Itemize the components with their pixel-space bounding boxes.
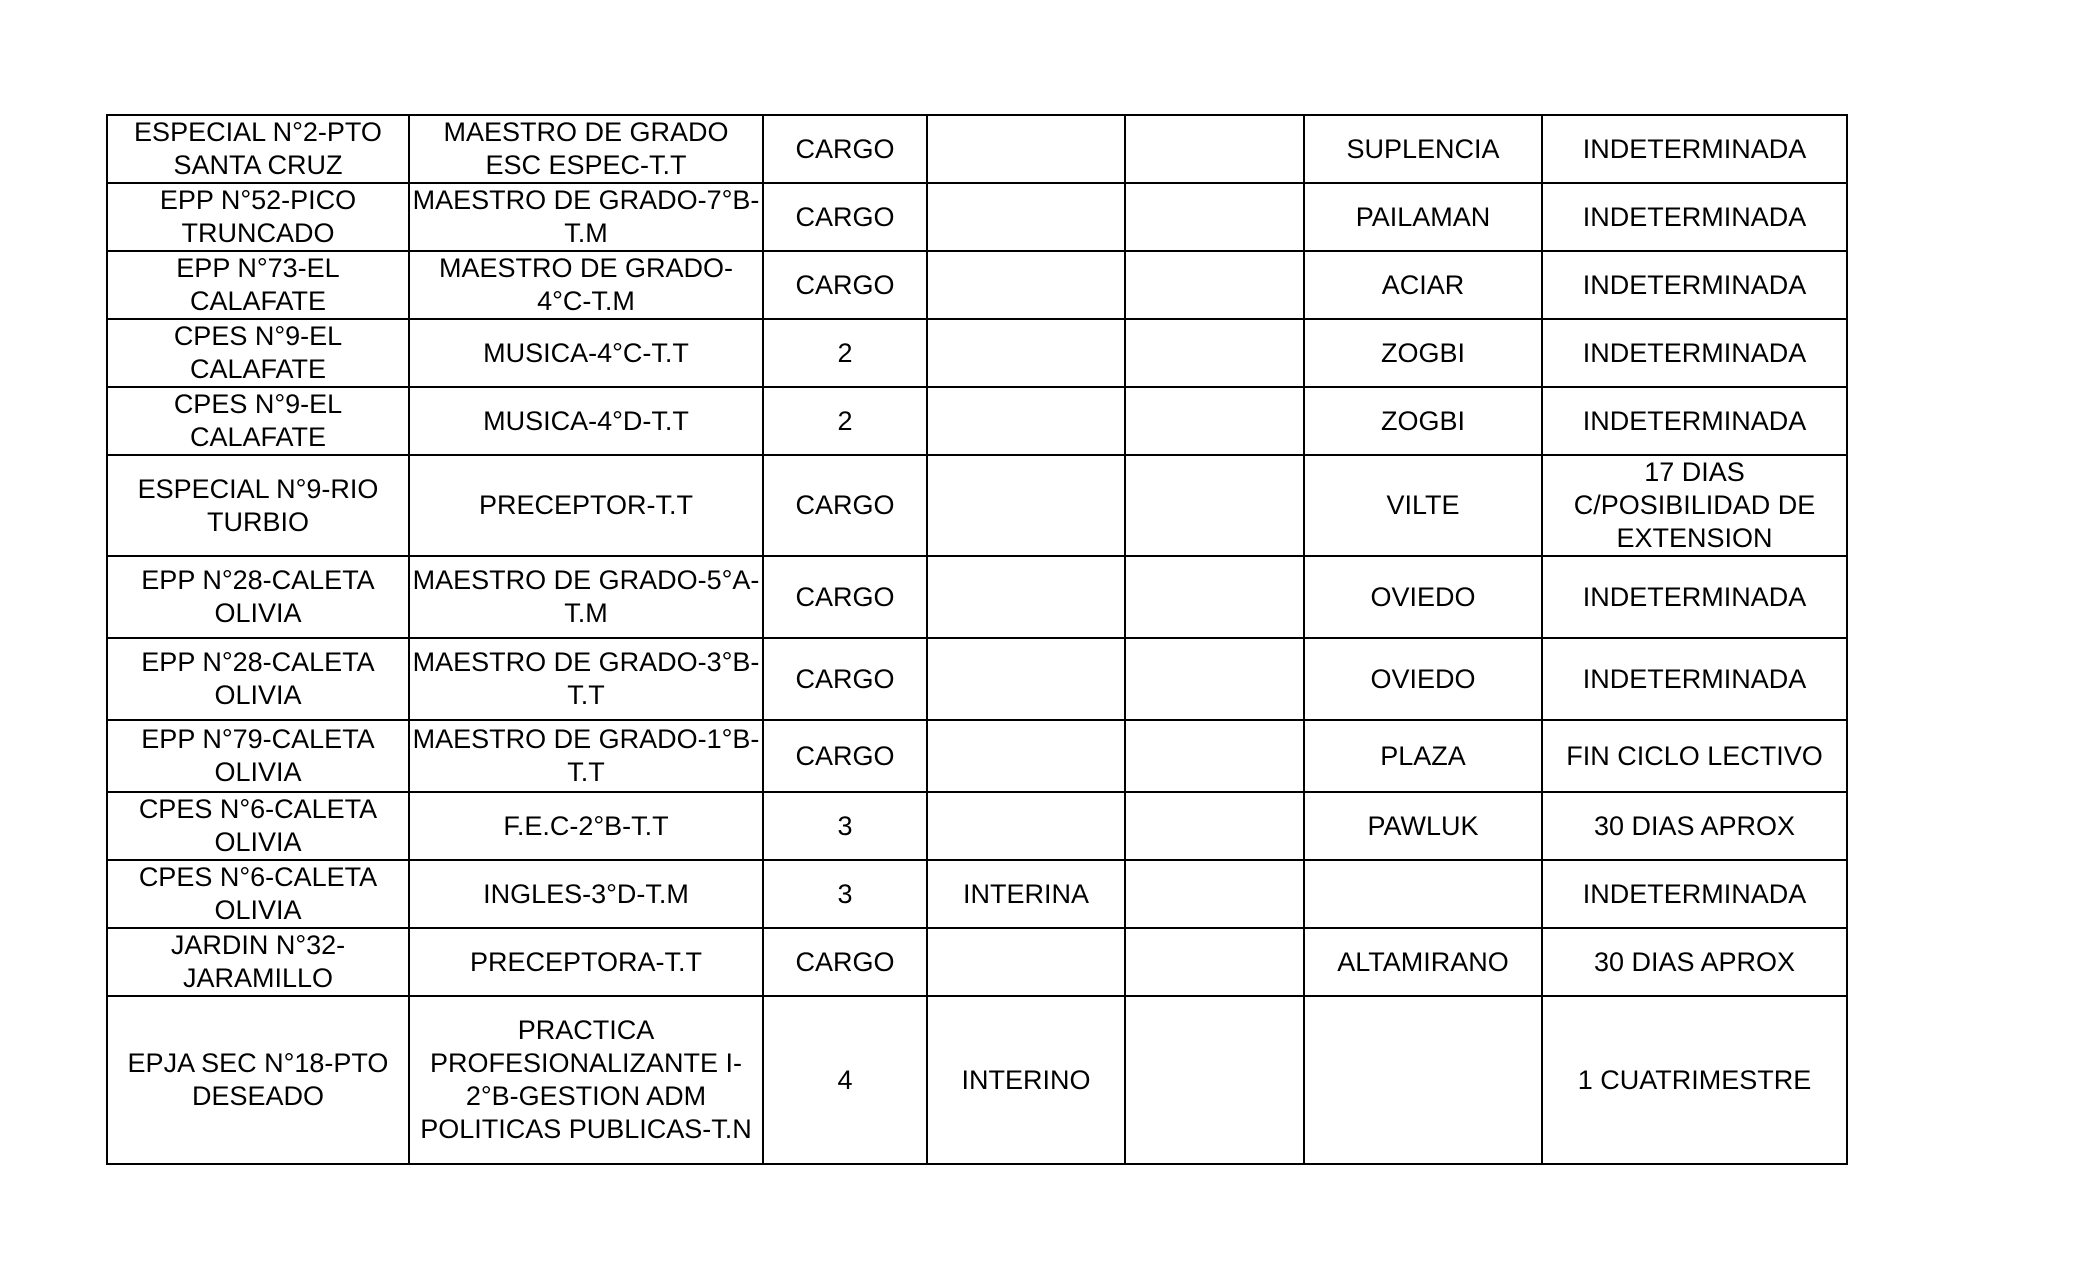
cell-duracion: 17 DIAS C/POSIBILIDAD DE EXTENSION [1542,455,1847,556]
cell-duracion: 30 DIAS APROX [1542,928,1847,996]
cell-situacion [927,455,1125,556]
cell-horas: 2 [763,387,927,455]
cell-cargo: MUSICA-4°C-T.T [409,319,763,387]
table-row [107,455,1847,556]
cell-cargo: MAESTRO DE GRADO-1°B-T.T [409,720,763,792]
cell-situacion [927,556,1125,638]
cell-duracion: INDETERMINADA [1542,387,1847,455]
table-row [107,183,1847,251]
document-page [106,114,1848,1165]
cell-duracion: INDETERMINADA [1542,638,1847,720]
cell-escuela: EPP N°28-CALETA OLIVIA [107,556,409,638]
cell-escuela: CPES N°9-EL CALAFATE [107,387,409,455]
cell-docente: SUPLENCIA [1304,115,1542,183]
cell-col5 [1125,183,1304,251]
cell-horas: CARGO [763,720,927,792]
cell-cargo: MAESTRO DE GRADO-7°B-T.M [409,183,763,251]
vacancies-table [106,114,1848,1165]
cell-situacion [927,251,1125,319]
cell-col5 [1125,720,1304,792]
cell-duracion: INDETERMINADA [1542,319,1847,387]
cell-escuela: ESPECIAL N°2-PTO SANTA CRUZ [107,115,409,183]
cell-duracion: 30 DIAS APROX [1542,792,1847,860]
cell-situacion [927,319,1125,387]
cell-col5 [1125,387,1304,455]
cell-col5 [1125,792,1304,860]
table-row [107,860,1847,928]
cell-escuela: EPP N°52-PICO TRUNCADO [107,183,409,251]
table-row [107,792,1847,860]
cell-horas: CARGO [763,183,927,251]
cell-duracion: 1 CUATRIMESTRE [1542,996,1847,1164]
cell-docente: ALTAMIRANO [1304,928,1542,996]
cell-horas: 4 [763,996,927,1164]
table-row [107,319,1847,387]
cell-docente: ZOGBI [1304,319,1542,387]
cell-duracion: FIN CICLO LECTIVO [1542,720,1847,792]
cell-docente: PAWLUK [1304,792,1542,860]
cell-cargo: MUSICA-4°D-T.T [409,387,763,455]
cell-horas: 3 [763,860,927,928]
cell-cargo: PRACTICA PROFESIONALIZANTE I-2°B-GESTION ADM POLITICAS PUBLICAS-T.N [409,996,763,1164]
cell-cargo: MAESTRO DE GRADO-5°A-T.M [409,556,763,638]
cell-escuela: EPJA SEC N°18-PTO DESEADO [107,996,409,1164]
cell-col5 [1125,928,1304,996]
cell-situacion [927,115,1125,183]
cell-escuela: EPP N°28-CALETA OLIVIA [107,638,409,720]
cell-situacion [927,720,1125,792]
table-row [107,251,1847,319]
cell-horas: CARGO [763,556,927,638]
cell-duracion: INDETERMINADA [1542,183,1847,251]
cell-col5 [1125,251,1304,319]
table-row [107,638,1847,720]
cell-horas: CARGO [763,638,927,720]
cell-cargo: INGLES-3°D-T.M [409,860,763,928]
cell-docente [1304,860,1542,928]
cell-col5 [1125,638,1304,720]
cell-situacion [927,928,1125,996]
table-body [107,115,1847,1164]
cell-cargo: F.E.C-2°B-T.T [409,792,763,860]
cell-situacion: INTERINA [927,860,1125,928]
cell-docente: ZOGBI [1304,387,1542,455]
cell-duracion: INDETERMINADA [1542,115,1847,183]
cell-horas: CARGO [763,928,927,996]
cell-situacion [927,792,1125,860]
table-row [107,115,1847,183]
cell-cargo: PRECEPTOR-T.T [409,455,763,556]
cell-horas: CARGO [763,455,927,556]
cell-duracion: INDETERMINADA [1542,556,1847,638]
cell-escuela: EPP N°73-EL CALAFATE [107,251,409,319]
cell-escuela: EPP N°79-CALETA OLIVIA [107,720,409,792]
cell-docente: PLAZA [1304,720,1542,792]
cell-duracion: INDETERMINADA [1542,251,1847,319]
cell-escuela: CPES N°6-CALETA OLIVIA [107,792,409,860]
cell-escuela: CPES N°9-EL CALAFATE [107,319,409,387]
cell-horas: CARGO [763,251,927,319]
cell-cargo: PRECEPTORA-T.T [409,928,763,996]
cell-situacion [927,183,1125,251]
cell-escuela: CPES N°6-CALETA OLIVIA [107,860,409,928]
cell-docente: VILTE [1304,455,1542,556]
cell-situacion [927,638,1125,720]
cell-col5 [1125,319,1304,387]
table-row [107,720,1847,792]
cell-cargo: MAESTRO DE GRADO-3°B-T.T [409,638,763,720]
cell-col5 [1125,996,1304,1164]
cell-col5 [1125,455,1304,556]
table-row [107,996,1847,1164]
cell-escuela: ESPECIAL N°9-RIO TURBIO [107,455,409,556]
table-row [107,387,1847,455]
table-row [107,928,1847,996]
cell-col5 [1125,115,1304,183]
cell-col5 [1125,556,1304,638]
table-row [107,556,1847,638]
cell-horas: CARGO [763,115,927,183]
cell-situacion: INTERINO [927,996,1125,1164]
cell-duracion: INDETERMINADA [1542,860,1847,928]
cell-horas: 3 [763,792,927,860]
cell-docente [1304,996,1542,1164]
cell-docente: OVIEDO [1304,638,1542,720]
cell-docente: PAILAMAN [1304,183,1542,251]
cell-escuela: JARDIN N°32-JARAMILLO [107,928,409,996]
cell-cargo: MAESTRO DE GRADO ESC ESPEC-T.T [409,115,763,183]
cell-horas: 2 [763,319,927,387]
cell-situacion [927,387,1125,455]
cell-docente: ACIAR [1304,251,1542,319]
cell-docente: OVIEDO [1304,556,1542,638]
cell-col5 [1125,860,1304,928]
cell-cargo: MAESTRO DE GRADO-4°C-T.M [409,251,763,319]
